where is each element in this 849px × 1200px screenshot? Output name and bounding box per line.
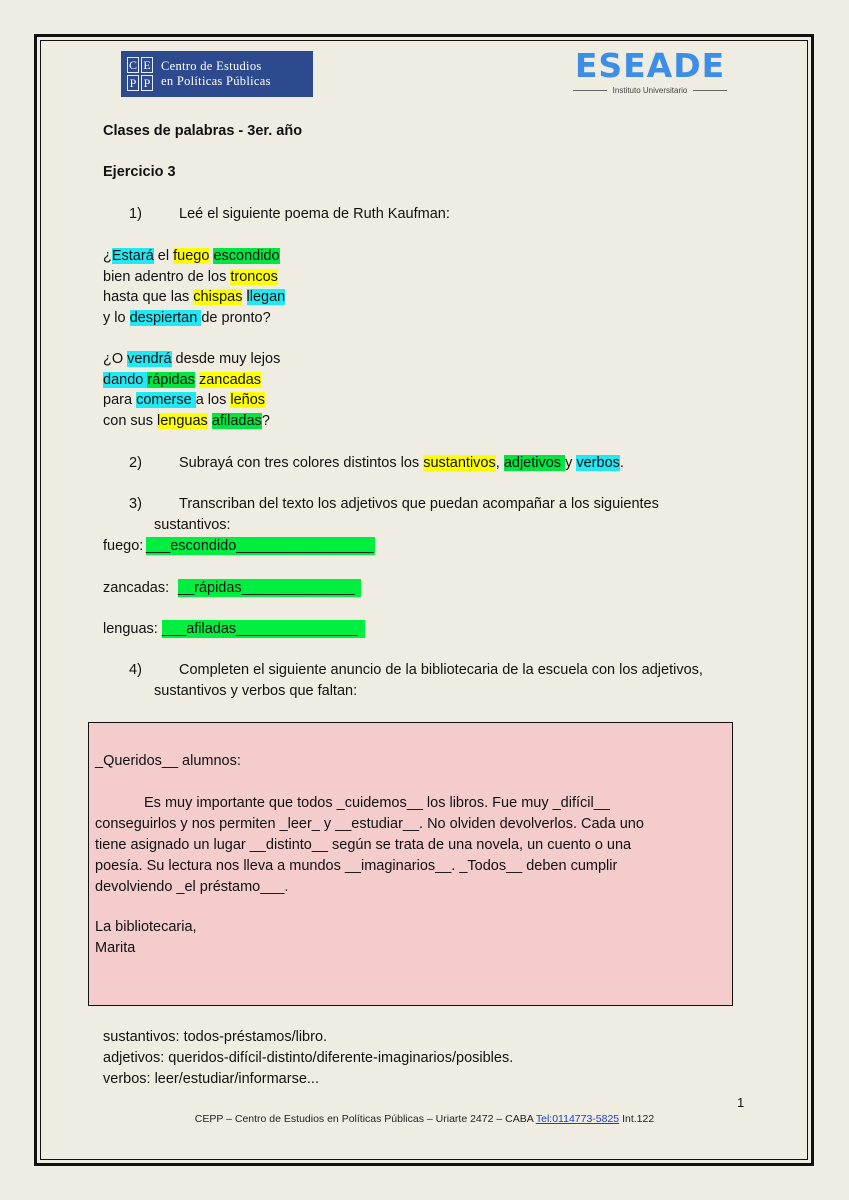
notice-greeting: _Queridos__ alumnos: xyxy=(95,753,241,769)
question-2 xyxy=(129,454,624,472)
punctuation: . xyxy=(619,455,624,471)
poem-line xyxy=(103,246,285,267)
word-list-sustantivos: sustantivos: todos-préstamos/libro. xyxy=(103,1029,328,1045)
answer-field-lenguas: ___afiladas_______________ xyxy=(162,620,365,638)
highlight-verb: comerse xyxy=(136,392,196,409)
highlight-verb: dando xyxy=(103,371,148,388)
answer-label-lenguas: lenguas: xyxy=(103,621,158,637)
poem-line xyxy=(103,411,280,432)
poem-line xyxy=(103,390,280,411)
poem-text xyxy=(242,289,246,305)
cepp-letter: E xyxy=(141,57,153,73)
poem-text: el xyxy=(153,248,174,264)
highlight-adjetivos: adjetivos xyxy=(503,455,566,471)
poem-text: de pronto? xyxy=(201,310,271,327)
exercise-heading: Ejercicio 3 xyxy=(103,164,176,180)
divider xyxy=(573,90,607,91)
highlight-noun: leños xyxy=(230,392,266,409)
question-number: 3) xyxy=(129,496,142,512)
question-3 xyxy=(129,495,659,513)
answer-field-fuego: ___escondido_________________ xyxy=(146,538,374,554)
highlight-sustantivos: sustantivos xyxy=(423,455,496,471)
librarian-notice-box xyxy=(88,722,733,1006)
phone-link[interactable]: Tel:0114773-5825 xyxy=(535,1113,620,1125)
poem-text: bien adentro de los xyxy=(103,268,231,285)
footer-text: CEPP – Centro de Estudios en Políticas Públicas – Uriarte 2472 – CABA xyxy=(194,1113,536,1125)
cepp-logo xyxy=(121,51,313,97)
poem-line xyxy=(103,267,285,288)
answer-label-fuego: fuego: xyxy=(103,538,144,554)
poem-stanza-2 xyxy=(103,349,280,432)
divider xyxy=(693,90,727,91)
highlight-adjective: escondido xyxy=(213,248,280,264)
notice-paragraph-line: conseguirlos y nos permiten _leer_ y __estudiar__. No olviden devolverlos. Cada uno xyxy=(95,816,644,832)
poem-line xyxy=(103,370,280,391)
highlight-adjective: rápidas xyxy=(147,371,195,388)
cepp-name xyxy=(161,59,271,89)
poem-text: y lo xyxy=(103,310,130,327)
notice-signature-title: La bibliotecaria, xyxy=(95,919,197,935)
notice-paragraph-line: devolviendo _el préstamo___. xyxy=(95,879,289,895)
conjunction: y xyxy=(565,455,577,471)
question-4-line-2: sustantivos y verbos que faltan: xyxy=(154,683,358,699)
notice-paragraph-line: tiene asignado un lugar __distinto__ según se trata de una novela, un cuento o una xyxy=(95,837,632,853)
page-number: 1 xyxy=(737,1095,745,1110)
cepp-letter: P xyxy=(127,75,139,91)
eseade-subtitle-text: Instituto Universitario xyxy=(612,86,688,95)
footer xyxy=(0,1113,849,1125)
highlight-noun: lenguas xyxy=(157,413,208,430)
question-1 xyxy=(129,205,450,223)
notice-signature-name: Marita xyxy=(95,940,136,956)
document-title: Clases de palabras - 3er. año xyxy=(103,123,303,139)
highlight-verb: vendrá xyxy=(127,351,172,367)
question-number: 2) xyxy=(129,455,142,471)
highlight-verb: despiertan xyxy=(129,310,202,327)
footer-extension: Int.122 xyxy=(619,1113,655,1125)
question-text: Completen el siguiente anuncio de la bibliotecaria de la escuela con los adjetivos, xyxy=(179,662,703,678)
question-text: Leé el siguiente poema de Ruth Kaufman: xyxy=(179,206,450,222)
poem-text: desde muy lejos xyxy=(171,351,281,367)
eseade-logo xyxy=(568,48,732,95)
poem-stanza-1 xyxy=(103,246,285,329)
word-list-adjetivos: adjetivos: queridos-difícil-distinto/diferente-imaginarios/posibles. xyxy=(103,1050,514,1066)
cepp-name-line2: en Políticas Públicas xyxy=(161,74,271,88)
cepp-name-line1: Centro de Estudios xyxy=(161,59,262,73)
poem-text: a los xyxy=(195,392,231,409)
highlight-noun: chispas xyxy=(193,289,243,306)
eseade-subtitle xyxy=(568,86,732,95)
poem-line xyxy=(103,308,285,329)
question-3-line-2: sustantivos: xyxy=(154,517,231,533)
answer-label-zancadas: zancadas: xyxy=(103,580,170,596)
highlight-verb: Estará xyxy=(111,248,154,264)
eseade-name: ESEADE xyxy=(574,46,726,85)
poem-line xyxy=(103,349,280,370)
highlight-adjective: afiladas xyxy=(211,413,262,430)
poem-text: ¿O xyxy=(103,351,128,367)
highlight-noun: fuego xyxy=(173,248,210,264)
notice-paragraph-line: Es muy importante que todos _cuidemos__ los libros. Fue muy _difícil__ xyxy=(144,795,610,811)
word-list-verbos: verbos: leer/estudiar/informarse... xyxy=(103,1071,319,1087)
notice-paragraph-line: poesía. Su lectura nos lleva a mundos __imaginarios__. _Todos__ deben cumplir xyxy=(95,858,618,874)
poem-text: ? xyxy=(261,413,270,430)
cepp-letter: C xyxy=(128,58,137,72)
highlight-noun: troncos xyxy=(230,268,278,285)
cepp-letter: P xyxy=(141,75,153,91)
highlight-verb: llegan xyxy=(246,289,286,306)
poem-text: con sus xyxy=(103,413,157,430)
highlight-noun: zancadas xyxy=(198,371,262,388)
cepp-monogram xyxy=(127,57,153,91)
punctuation: , xyxy=(495,455,504,471)
poem-text: ¿ xyxy=(103,248,112,264)
poem-text: para xyxy=(103,392,137,409)
poem-line xyxy=(103,287,285,308)
question-number: 4) xyxy=(129,662,142,678)
question-text: Transcriban del texto los adjetivos que puedan acompañar a los siguientes xyxy=(179,496,659,512)
question-number: 1) xyxy=(129,206,142,222)
poem-text: hasta que las xyxy=(103,289,194,306)
question-text: Subrayá con tres colores distintos los xyxy=(179,455,424,471)
answer-field-zancadas: __rápidas______________ xyxy=(178,579,361,597)
question-4 xyxy=(129,661,703,679)
highlight-verbos: verbos xyxy=(576,455,620,471)
